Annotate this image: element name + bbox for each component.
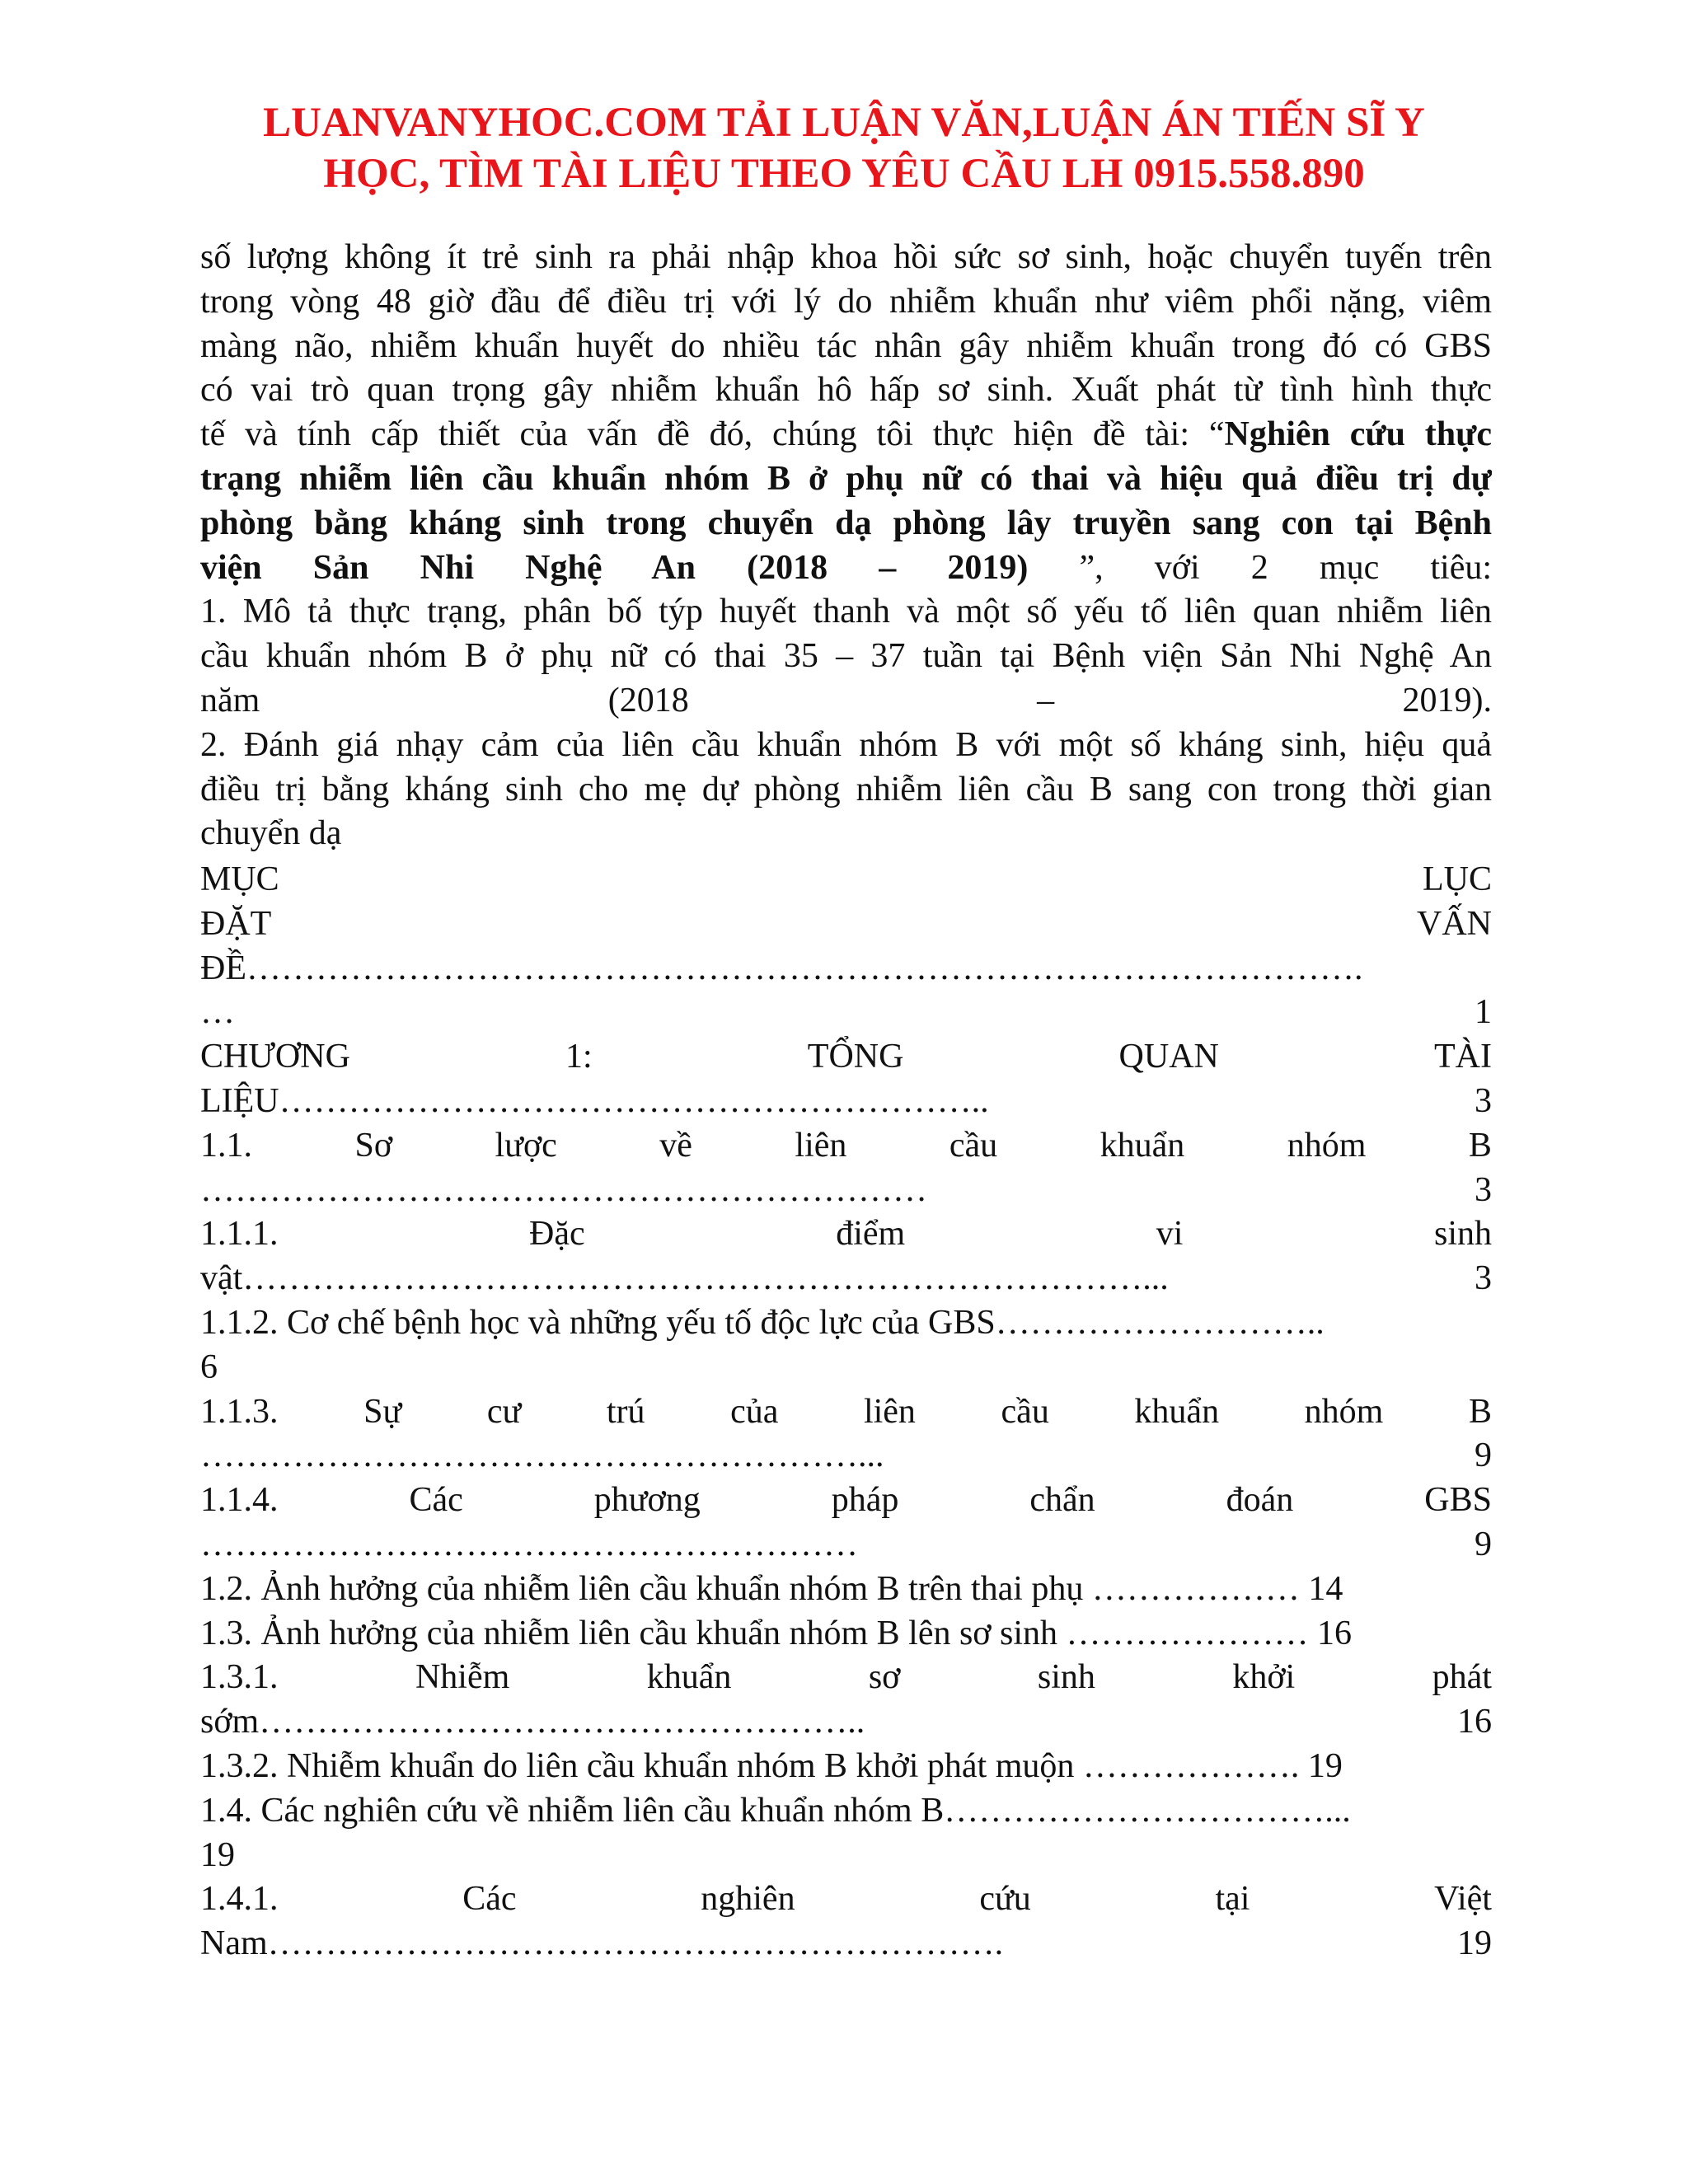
toc-word: 1: — [565, 1038, 593, 1076]
toc-word: lược — [495, 1126, 557, 1165]
paragraph-line — [200, 502, 1492, 546]
toc-word: khuẩn — [1100, 1126, 1185, 1165]
toc-text: 1.3.2. Nhiễm khuẩn do liên cầu khuẩn nhóm B khởi phát muộn ………………. 19 — [200, 1746, 1343, 1785]
toc-word: liên — [863, 1392, 916, 1431]
toc-word: TỔNG — [807, 1038, 904, 1076]
objective-line: chuyển dạ — [200, 814, 342, 853]
toc-word: tại — [1215, 1880, 1250, 1919]
toc-page-number: 19 — [200, 1835, 235, 1874]
toc-word: Các — [409, 1481, 463, 1520]
toc-word: VẤN — [1417, 904, 1492, 943]
toc-word: sinh — [1037, 1658, 1095, 1697]
toc-entry — [200, 1035, 1492, 1080]
toc-word: 1.3.1. — [200, 1658, 279, 1697]
thesis-title-bold: viện Sản Nhi Nghệ An (2018 – 2019) — [200, 548, 1029, 587]
toc-entry — [200, 1789, 1492, 1834]
toc-word: 1.4.1. — [200, 1880, 279, 1919]
toc-entry — [200, 1745, 1492, 1789]
toc-word: vi — [1156, 1215, 1184, 1254]
toc-word: B — [1468, 1392, 1492, 1431]
toc-entry — [200, 1212, 1492, 1257]
toc-word: của — [730, 1392, 779, 1431]
objective-line: điều trị bằng kháng sinh cho mẹ dự phòng nhiễm liên cầu B sang con trong thời gian — [200, 770, 1492, 808]
toc-entry — [200, 1346, 1492, 1390]
toc-word: điểm — [836, 1215, 906, 1254]
toc-dots: vật……………………………………………………………………... — [200, 1259, 1169, 1298]
toc-text: 1.4. Các nghiên cứu về nhiễm liên cầu khuẩn nhóm B……………………………... — [200, 1791, 1351, 1830]
toc-word: Sự — [363, 1392, 402, 1431]
toc-entry — [200, 1257, 1492, 1301]
toc-page-number: 3 — [1475, 1081, 1492, 1120]
toc-entry — [200, 902, 1492, 947]
toc-word: cầu — [1001, 1392, 1049, 1431]
toc-word: 1.1.1. — [200, 1215, 279, 1254]
body-text — [200, 236, 1492, 856]
toc-entry — [200, 1124, 1492, 1169]
toc-entry — [200, 1922, 1492, 1966]
thesis-title-bold: Nghiên cứu thực — [1224, 415, 1492, 454]
toc-word: 1.1. — [200, 1126, 252, 1165]
toc-word: QUAN — [1118, 1038, 1219, 1076]
objective-line: cầu khuẩn nhóm B ở phụ nữ có thai 35 – 37 tuần tại Bệnh viện Sản Nhi Nghệ An — [200, 637, 1492, 676]
toc-word: cứu — [979, 1880, 1031, 1919]
toc-dots: Nam………………………………………………………. — [200, 1924, 1004, 1963]
toc-word: nhóm — [1287, 1126, 1367, 1165]
toc-word: phát — [1432, 1658, 1492, 1697]
toc-word: cư — [486, 1392, 522, 1431]
toc-word: cầu — [949, 1126, 998, 1165]
toc-entry — [200, 1301, 1492, 1346]
toc-word: chẩn — [1029, 1481, 1095, 1520]
header-line-2: HỌC, TÌM TÀI LIỆU THEO YÊU CẦU LH 0915.558.890 — [323, 151, 1365, 197]
paragraph-line — [200, 546, 1492, 591]
toc-page-number: 19 — [1457, 1924, 1492, 1963]
toc-word: MỤC — [200, 860, 279, 898]
toc-word: Đặc — [529, 1215, 585, 1254]
toc-dots: sớm…………………………………………….. — [200, 1703, 865, 1741]
paragraph-text: tế và tính cấp thiết của vấn đề đó, chúng tôi thực hiện đề tài: “ — [200, 415, 1225, 454]
toc-word: liên — [795, 1126, 847, 1165]
toc-word: trú — [606, 1392, 645, 1431]
objective-line: 1. Mô tả thực trạng, phân bố týp huyết thanh và một số yếu tố liên quan nhiễm liên — [200, 593, 1492, 631]
thesis-title-bold: phòng bằng kháng sinh trong chuyển dạ phòng lây truyền sang con tại Bệnh — [200, 504, 1492, 542]
toc-word: khuẩn — [646, 1658, 732, 1697]
toc-word: sơ — [868, 1658, 901, 1697]
toc-word: phương — [593, 1481, 701, 1520]
toc-page-number: 3 — [1475, 1170, 1492, 1209]
toc-word: 1.1.3. — [200, 1392, 279, 1431]
toc-text: 1.3. Ảnh hưởng của nhiễm liên cầu khuẩn nhóm B lên sơ sinh ………………… 16 — [200, 1614, 1353, 1652]
toc-word: Sơ — [354, 1126, 393, 1165]
paragraph-line: màng não, nhiễm khuẩn huyết do nhiều tác nhân gây nhiễm khuẩn trong đó có GBS — [200, 326, 1492, 365]
thesis-title-bold: trạng nhiễm liên cầu khuẩn nhóm B ở phụ nữ có thai và hiệu quả điều trị dự — [200, 459, 1492, 498]
toc-entry — [200, 1080, 1492, 1124]
toc-word: Việt — [1434, 1880, 1492, 1919]
toc-page-number: 16 — [1457, 1703, 1492, 1741]
toc-entry — [200, 1612, 1492, 1657]
toc-word: về — [659, 1126, 692, 1165]
toc-entry — [200, 1390, 1492, 1435]
toc-entry — [200, 1834, 1492, 1878]
toc-dots: … — [200, 993, 235, 1032]
toc-word: GBS — [1424, 1481, 1492, 1520]
toc-word: LỤC — [1423, 860, 1492, 898]
paragraph-line — [200, 413, 1492, 457]
toc-word: sinh — [1433, 1215, 1492, 1254]
paragraph-line: số lượng không ít trẻ sinh ra phải nhập khoa hồi sức sơ sinh, hoặc chuyển tuyến trên — [200, 238, 1492, 276]
table-of-contents — [200, 858, 1492, 1966]
toc-word: Nhiễm — [415, 1658, 510, 1697]
toc-text: 1.2. Ảnh hưởng của nhiễm liên cầu khuẩn nhóm B trên thai phụ ……………… 14 — [200, 1569, 1343, 1608]
toc-page-number: 6 — [200, 1347, 218, 1386]
toc-dots: LIỆU…………………………………………………….. — [200, 1081, 989, 1120]
toc-word: nhóm — [1304, 1392, 1384, 1431]
toc-page-number: 9 — [1475, 1525, 1492, 1563]
paragraph-line: trong vòng 48 giờ đầu để điều trị với lý do nhiễm khuẩn như viêm phổi nặng, viêm — [200, 282, 1492, 321]
toc-word: pháp — [831, 1481, 899, 1520]
toc-word: 1.1.4. — [200, 1481, 279, 1520]
toc-dots: ĐỀ……………………………………………………………………………………. — [200, 949, 1363, 987]
toc-entry — [200, 1700, 1492, 1745]
toc-word: khởi — [1232, 1658, 1296, 1697]
toc-page-number: 3 — [1475, 1259, 1492, 1298]
toc-entry — [200, 1877, 1492, 1922]
header-line-1: LUANVANYHOC.COM TẢI LUẬN VĂN,LUẬN ÁN TIẾN SĨ Y — [263, 100, 1425, 146]
toc-entry — [200, 1656, 1492, 1700]
toc-word: TÀI — [1433, 1038, 1492, 1076]
objective-line: 2. Đánh giá nhạy cảm của liên cầu khuẩn nhóm B với một số kháng sinh, hiệu quả — [200, 725, 1492, 764]
toc-entry — [200, 1479, 1492, 1523]
paragraph-text: ”, với 2 mục tiêu: — [1079, 548, 1492, 587]
toc-word: ĐẶT — [200, 904, 272, 943]
toc-text: 1.1.2. Cơ chế bệnh học và những yếu tố độc lực của GBS……………………….. — [200, 1303, 1325, 1342]
toc-page-number: 1 — [1475, 993, 1492, 1032]
toc-entry — [200, 1523, 1492, 1568]
objective-line: năm (2018 – 2019). — [200, 681, 1492, 719]
toc-entry — [200, 991, 1492, 1035]
toc-page-number: 9 — [1475, 1436, 1492, 1475]
toc-dots: ……………………………………………………… — [200, 1170, 927, 1209]
toc-word: đoán — [1226, 1481, 1294, 1520]
toc-word: CHƯƠNG — [200, 1038, 350, 1076]
paragraph-line: có vai trò quan trọng gây nhiễm khuẩn hô hấp sơ sinh. Xuất phát từ tình hình thực — [200, 371, 1492, 410]
toc-entry — [200, 1169, 1492, 1213]
toc-word: khuẩn — [1134, 1392, 1220, 1431]
toc-word: nghiên — [701, 1880, 795, 1919]
toc-dots: …………………………………………………... — [200, 1436, 884, 1475]
toc-title — [200, 858, 1492, 902]
toc-word: B — [1468, 1126, 1492, 1165]
paragraph-line — [200, 457, 1492, 502]
toc-dots: ………………………………………………… — [200, 1525, 858, 1563]
toc-word: Các — [462, 1880, 517, 1919]
toc-entry — [200, 947, 1492, 991]
toc-entry — [200, 1434, 1492, 1479]
toc-entry — [200, 1568, 1492, 1612]
